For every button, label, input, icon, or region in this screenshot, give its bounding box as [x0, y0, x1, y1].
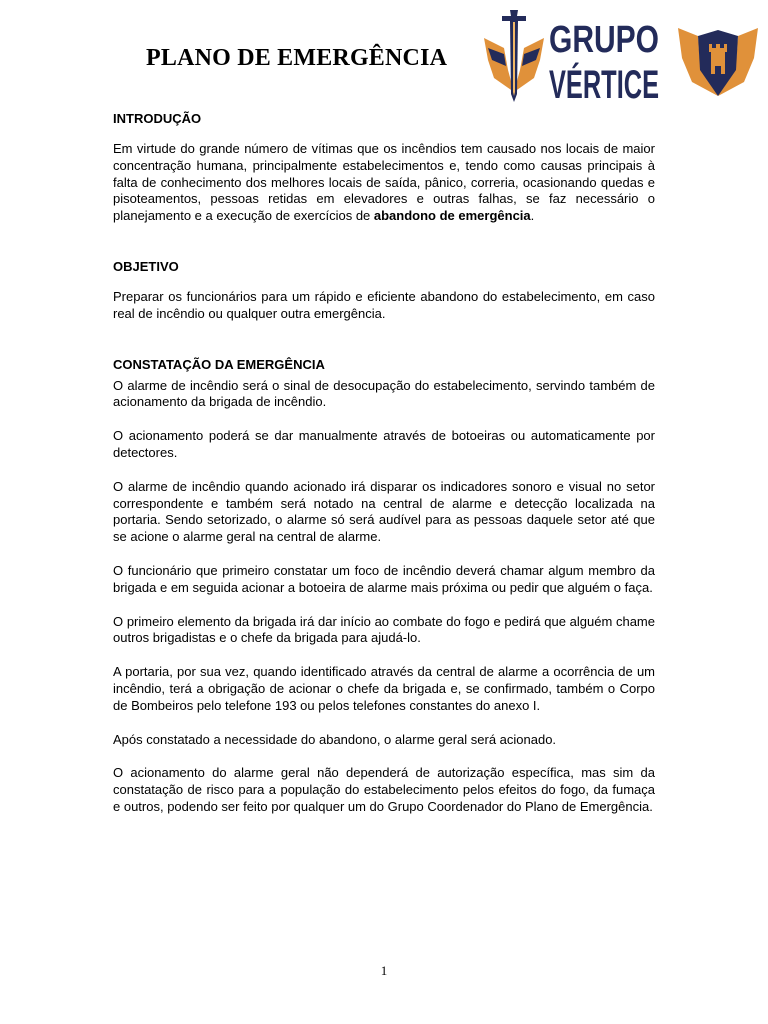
constatacao-paragraph: A portaria, por sua vez, quando identificado através da central de alarme a ocorrência de um incêndio, terá a obrigação de acionar o chefe da brigada e, se confirmado, também o Corpo de Bombeiros pelo telefone 193 ou pelos telefones constantes do anexo I. — [113, 664, 655, 713]
document-title: PLANO DE EMERGÊNCIA — [146, 45, 448, 71]
constatacao-paragraph: O alarme de incêndio será o sinal de desocupação do estabelecimento, servindo também de acionamento da brigada de incêndio. — [113, 377, 655, 410]
constatacao-paragraph: O acionamento poderá se dar manualmente através de botoeiras ou automaticamente por detectores. — [113, 428, 655, 460]
grupo-vertice-logo — [482, 8, 758, 106]
objective-paragraph: Preparar os funcionários para um rápido e eficiente abandono do estabelecimento, em caso real de incêndio ou qualquer outra emergência. — [113, 288, 655, 321]
page-number: 1 — [380, 963, 388, 978]
constatacao-paragraph: O acionamento do alarme geral não dependerá de autorização específica, mas sim da constatação de risco para a população do estabelecimento pelos efeitos do fogo, da fumaça e outros, podendo ser feito por qualquer um do Grupo Coordenador do Plano de Emergência. — [113, 765, 655, 814]
intro-paragraph: Em virtude do grande número de vítimas que os incêndios tem causado nos locais de maior concentração humana, principalmente estabelecimentos e, tendo como causas principais à falta de conhecimento dos melhores locais de saída, pânico, correria, ocasionando quedas e pisoteamentos, pessoas retidas em elevadores e outras falhas, se faz necessário o planejamento e a execução de exercícios de abandono de emergência. — [113, 141, 655, 224]
tower-shield-icon — [678, 28, 758, 96]
constatacao-paragraph: O funcionário que primeiro constatar um foco de incêndio deverá chamar algum membro da brigada e em seguida acionar a botoeira de alarme mais próxima ou pedir que alguém o faça. — [113, 562, 655, 595]
sword-wings-icon — [484, 10, 544, 102]
document-body — [113, 110, 655, 816]
constatacao-paragraph: O alarme de incêndio quando acionado irá disparar os indicadores sonoro e visual no setor correspondente e também será notado na central de alarme e detecção localizada na portaria. Sendo setorizado, o alarme só será audível para as pessoas daquele setor até que se acione o alarme geral na central de alarme. — [113, 478, 655, 545]
constatacao-paragraph: O primeiro elemento da brigada irá dar início ao combate do fogo e pedirá que alguém chame outros brigadistas e o chefe da brigada para ajudá-lo. — [113, 613, 655, 646]
section-heading-constatacao: CONSTATAÇÃO DA EMERGÊNCIA — [113, 356, 325, 372]
logo-line2: VÉRTICE — [549, 63, 723, 106]
section-heading-introducao: INTRODUÇÃO — [113, 111, 202, 126]
logo-line1: GRUPO — [549, 19, 659, 61]
section-heading-objetivo: OBJETIVO — [113, 258, 179, 274]
constatacao-paragraph: Após constatado a necessidade do abandono, o alarme geral será acionado. — [113, 731, 557, 747]
